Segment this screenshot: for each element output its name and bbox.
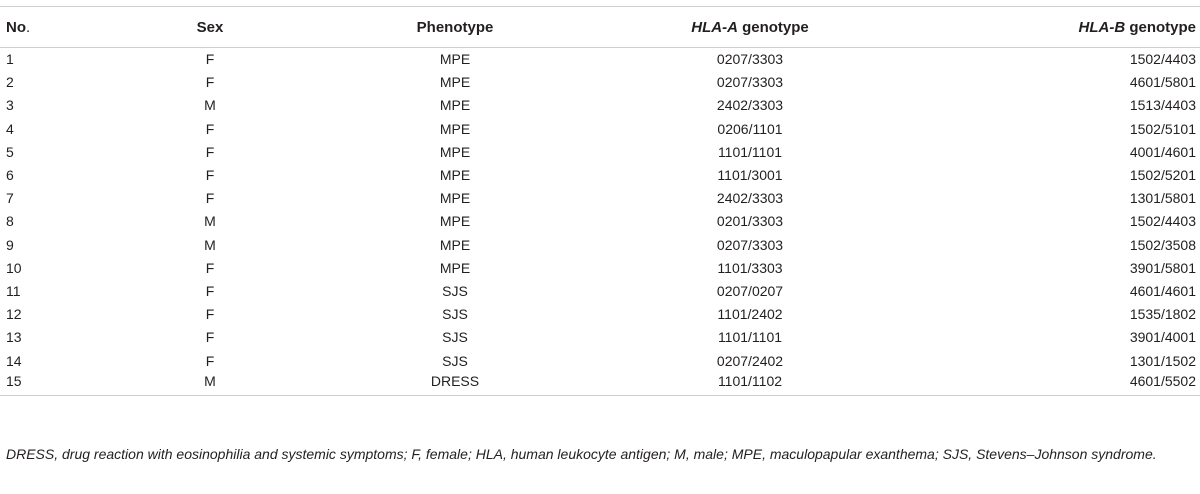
cell-hla-b-genotype: 1502/5201 [1129, 167, 1196, 184]
cell-phenotype: SJS [442, 306, 468, 323]
cell-hla-a-genotype: 0206/1101 [717, 120, 783, 137]
table-row [0, 187, 1200, 210]
cell-phenotype: SJS [442, 352, 468, 369]
cell-sex: F [205, 51, 215, 68]
cell-phenotype: MPE [439, 143, 471, 160]
table-row [0, 256, 1200, 279]
cell-no: 8 [6, 213, 14, 230]
table-body [0, 48, 1200, 396]
header-phenotype: Phenotype [330, 7, 580, 48]
cell-phenotype: MPE [439, 51, 471, 68]
cell-hla-a-genotype: 1101/1102 [580, 372, 920, 395]
cell-hla-a-genotype: 1101/3303 [717, 259, 783, 276]
cell-no: 9 [6, 236, 14, 253]
cell-no: 1 [6, 51, 14, 68]
cell-no: 3 [6, 97, 14, 114]
cell-hla-b-genotype: 1502/4403 [1129, 51, 1196, 68]
cell-hla-a-genotype: 1101/1101 [717, 329, 783, 346]
cell-no: 7 [6, 190, 14, 207]
cell-no: 5 [6, 143, 14, 160]
cell-sex: F [205, 352, 215, 369]
cell-hla-a-genotype: 0207/3303 [716, 236, 784, 253]
genotype-table [0, 6, 1200, 396]
cell-hla-b-genotype: 1502/5101 [1129, 120, 1196, 137]
cell-hla-b-genotype: 1301/5801 [1129, 190, 1196, 207]
cell-phenotype: MPE [439, 236, 471, 253]
cell-no: 10 [6, 259, 22, 276]
cell-no: 4 [6, 120, 14, 137]
cell-sex: M [90, 372, 330, 395]
cell-no: 11 [6, 282, 21, 299]
cell-hla-b-genotype: 1502/3508 [1129, 236, 1196, 253]
cell-hla-a-genotype: 0207/3303 [716, 51, 784, 68]
table-header [0, 7, 1200, 48]
cell-phenotype: MPE [439, 167, 471, 184]
cell-hla-a-genotype: 1101/2402 [717, 306, 783, 323]
table-row [0, 349, 1200, 372]
table-row [0, 140, 1200, 163]
header-hla-a-genotype: HLA-A genotype [580, 7, 920, 48]
table-footnote: DRESS, drug reaction with eosinophilia and systemic symptoms; F, female; HLA, human leukocyte antigen; M, male; MPE, maculopapular exanthema; SJS, Stevens–Johnson syndrome. [6, 446, 1157, 462]
table-row [0, 117, 1200, 140]
cell-hla-a-genotype: 0201/3303 [716, 213, 784, 230]
cell-phenotype: MPE [439, 213, 471, 230]
cell-hla-b-genotype: 4601/5502 [920, 372, 1200, 395]
header-no: No. [0, 7, 90, 48]
cell-hla-b-genotype: 4601/4601 [1129, 282, 1196, 299]
cell-phenotype: MPE [439, 120, 471, 137]
header-row [0, 7, 1200, 48]
cell-phenotype: MPE [439, 190, 471, 207]
cell-phenotype: MPE [439, 259, 471, 276]
header-sex: Sex [90, 7, 330, 48]
table-row [0, 48, 1200, 71]
cell-phenotype: SJS [442, 282, 468, 299]
cell-hla-b-genotype: 3901/5801 [1129, 259, 1196, 276]
cell-hla-a-genotype: 2402/3303 [716, 190, 784, 207]
cell-phenotype: DRESS [330, 372, 580, 395]
cell-hla-b-genotype: 1535/1802 [1129, 306, 1196, 323]
cell-phenotype: MPE [439, 74, 471, 91]
cell-sex: F [205, 143, 215, 160]
table-row [0, 326, 1200, 349]
table-row [0, 94, 1200, 117]
cell-no: 13 [6, 329, 22, 346]
cell-sex: M [204, 97, 216, 114]
cell-sex: F [205, 74, 215, 91]
cell-hla-a-genotype: 0207/3303 [716, 74, 784, 91]
table-row [0, 71, 1200, 94]
cell-hla-b-genotype: 4001/4601 [1129, 143, 1196, 160]
table-row [0, 372, 1200, 395]
cell-hla-a-genotype: 1101/1101 [717, 143, 783, 160]
table-row [0, 233, 1200, 256]
cell-no: 6 [6, 167, 14, 184]
table-row [0, 303, 1200, 326]
cell-sex: F [205, 259, 215, 276]
cell-no: 2 [6, 74, 14, 91]
cell-no: 14 [6, 352, 22, 369]
cell-hla-a-genotype: 0207/2402 [716, 352, 784, 369]
table-row [0, 210, 1200, 233]
cell-phenotype: SJS [442, 329, 468, 346]
cell-sex: F [205, 167, 215, 184]
cell-phenotype: MPE [439, 97, 471, 114]
cell-sex: M [204, 236, 216, 253]
cell-hla-a-genotype: 2402/3303 [716, 97, 784, 114]
cell-sex: M [204, 213, 216, 230]
cell-hla-b-genotype: 1301/1502 [1129, 352, 1196, 369]
cell-sex: F [205, 329, 215, 346]
header-hla-b-genotype: HLA-B genotype [920, 7, 1200, 48]
cell-hla-b-genotype: 1513/4403 [1129, 97, 1196, 114]
cell-sex: F [205, 306, 215, 323]
cell-hla-b-genotype: 4601/5801 [1129, 74, 1196, 91]
cell-hla-a-genotype: 1101/3001 [717, 167, 783, 184]
cell-hla-b-genotype: 3901/4001 [1129, 329, 1196, 346]
cell-no: 12 [6, 306, 22, 323]
cell-sex: F [205, 282, 215, 299]
cell-no: 15 [0, 372, 90, 395]
cell-sex: F [205, 120, 215, 137]
table-row [0, 163, 1200, 186]
table-row [0, 279, 1200, 302]
cell-hla-a-genotype: 0207/0207 [716, 282, 784, 299]
cell-hla-b-genotype: 1502/4403 [1129, 213, 1196, 230]
cell-sex: F [205, 190, 215, 207]
